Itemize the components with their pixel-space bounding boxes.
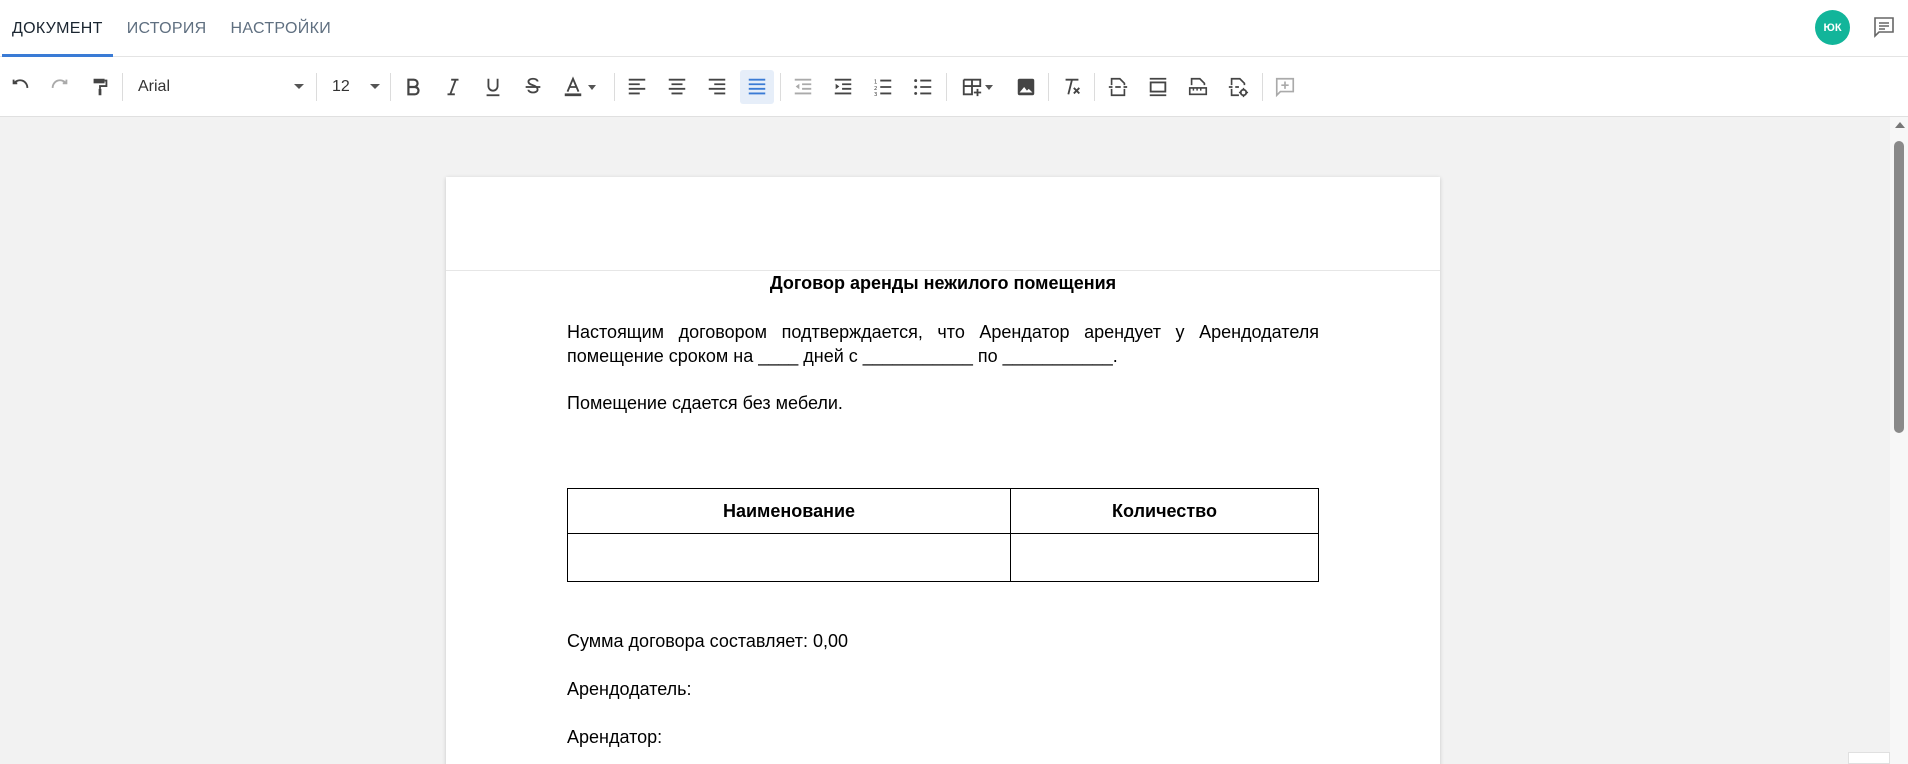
font-size-select[interactable] — [324, 70, 384, 104]
paragraph-sum[interactable]: Сумма договора составляет: 0,00 — [567, 631, 849, 651]
tab-bar — [0, 0, 343, 57]
font-family-value: Arial — [138, 78, 171, 95]
bold-icon[interactable] — [396, 70, 430, 104]
tab-settings[interactable]: НАСТРОЙКИ — [230, 19, 332, 37]
toolbar-separator — [946, 73, 947, 101]
header-footer-icon[interactable] — [1141, 70, 1175, 104]
toolbar-separator — [316, 73, 317, 101]
tab-document[interactable]: ДОКУМЕНТ — [0, 0, 115, 57]
page-header-area[interactable] — [446, 177, 1440, 271]
text-color-icon[interactable] — [556, 70, 602, 104]
top-bar — [0, 0, 1908, 57]
align-left-icon[interactable] — [620, 70, 654, 104]
page-break-icon[interactable] — [1101, 70, 1135, 104]
scroll-up-icon[interactable] — [1895, 122, 1905, 128]
comments-icon[interactable] — [1870, 13, 1898, 41]
insert-image-icon[interactable] — [1009, 70, 1043, 104]
paragraph-furniture[interactable]: Помещение сдается без мебели. — [567, 393, 843, 413]
underline-icon[interactable] — [476, 70, 510, 104]
paint-format-icon[interactable] — [83, 70, 117, 104]
variables-settings-icon[interactable] — [1221, 70, 1255, 104]
outdent-icon[interactable] — [786, 70, 820, 104]
vertical-scrollbar[interactable] — [1890, 117, 1908, 764]
numbered-list-icon[interactable] — [866, 70, 900, 104]
svg-text:3: 3 — [873, 92, 878, 98]
align-justify-icon[interactable] — [740, 70, 774, 104]
chevron-down-icon — [985, 85, 993, 90]
align-center-icon[interactable] — [660, 70, 694, 104]
add-comment-icon[interactable] — [1268, 70, 1302, 104]
table-row — [568, 534, 1319, 582]
svg-text:1: 1 — [873, 79, 878, 86]
toolbar-separator — [614, 73, 615, 101]
editor-toolbar — [0, 57, 1908, 117]
font-family-select[interactable] — [130, 70, 308, 104]
italic-icon[interactable] — [436, 70, 470, 104]
insert-table-icon[interactable] — [954, 70, 1000, 104]
table-header-row — [568, 489, 1319, 534]
toolbar-separator — [1094, 73, 1095, 101]
document-canvas[interactable] — [0, 117, 1890, 764]
ruler-icon[interactable] — [1181, 70, 1215, 104]
undo-icon[interactable] — [3, 70, 37, 104]
scroll-thumb[interactable] — [1894, 141, 1904, 433]
indent-icon[interactable] — [826, 70, 860, 104]
chevron-down-icon — [588, 85, 596, 90]
table-header-cell[interactable]: Наименование — [568, 489, 1011, 534]
toolbar-separator — [1262, 73, 1263, 101]
toolbar-separator — [390, 73, 391, 101]
strikethrough-icon[interactable] — [516, 70, 550, 104]
toolbar-separator — [780, 73, 781, 101]
table-header-cell[interactable]: Количество — [1011, 489, 1319, 534]
clear-formatting-icon[interactable] — [1055, 70, 1089, 104]
table-cell[interactable] — [568, 534, 1011, 582]
redo-icon[interactable] — [43, 70, 77, 104]
paragraph-intro[interactable]: Настоящим договором подтверждается, что Арендатор арендует у Арендодателя помещение сроком на ____ дней с ___________ по ___________. — [567, 322, 1319, 366]
zoom-corner-widget[interactable] — [1848, 752, 1890, 764]
paragraph-tenant[interactable]: Арендатор: — [567, 727, 663, 747]
toolbar-separator — [122, 73, 123, 101]
items-table[interactable] — [567, 488, 1319, 582]
tab-history[interactable]: ИСТОРИЯ — [126, 19, 207, 37]
bulleted-list-icon[interactable] — [906, 70, 940, 104]
table-cell[interactable] — [1011, 534, 1319, 582]
toolbar-separator — [1048, 73, 1049, 101]
paragraph-landlord[interactable]: Арендодатель: — [567, 679, 692, 699]
document-page[interactable] — [446, 177, 1440, 764]
chevron-down-icon — [370, 84, 380, 89]
align-right-icon[interactable] — [700, 70, 734, 104]
avatar[interactable]: ЮК — [1815, 10, 1850, 45]
font-size-value: 12 — [332, 78, 350, 95]
document-title[interactable]: Договор аренды нежилого помещения — [769, 273, 1117, 293]
svg-text:2: 2 — [873, 85, 878, 92]
chevron-down-icon — [294, 84, 304, 89]
